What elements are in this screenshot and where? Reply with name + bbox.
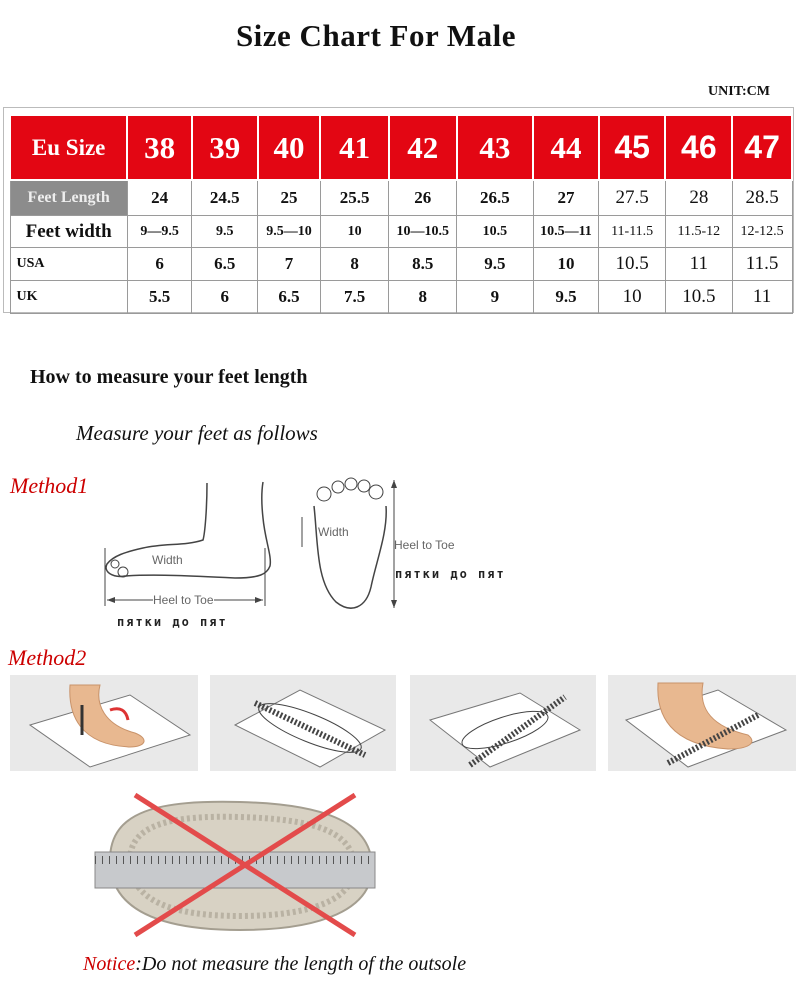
notice-text <box>83 953 466 976</box>
usa-size-cell: 9.5 <box>457 248 534 281</box>
feet-length-cell: 28 <box>665 180 732 216</box>
eu-size-cell: 40 <box>258 115 321 180</box>
feet-length-cell: 24 <box>127 180 192 216</box>
page-title: Size Chart For Male <box>235 18 517 53</box>
method2-step2-image <box>210 675 396 771</box>
uk-size-cell: 11 <box>732 281 792 314</box>
size-table <box>9 114 793 314</box>
usa-size-cell: 6 <box>127 248 192 281</box>
eu-size-cell: 46 <box>665 115 732 180</box>
eu-size-cell: 41 <box>320 115 389 180</box>
arrow-head-right <box>255 597 263 603</box>
heel-to-toe-label-top: Heel to Toe <box>394 538 455 552</box>
toe-icon <box>118 567 128 577</box>
toe-icon <box>332 481 344 493</box>
toe-icon <box>111 560 119 568</box>
notice-body: :Do not measure the length of the outsole <box>135 953 467 975</box>
usa-size-cell: 11 <box>665 248 732 281</box>
uk-size-cell: 7.5 <box>320 281 389 314</box>
feet-length-label: Feet Length <box>10 180 127 216</box>
toe-icon <box>358 480 370 492</box>
feet-width-cell: 10.5 <box>457 216 534 248</box>
uk-size-cell: 6.5 <box>258 281 321 314</box>
eu-size-cell: 39 <box>192 115 258 180</box>
paper-sheet <box>430 693 580 767</box>
feet-length-row <box>10 180 792 216</box>
usa-size-cell: 10.5 <box>599 248 666 281</box>
usa-size-cell: 8.5 <box>389 248 457 281</box>
uk-size-cell: 10 <box>599 281 666 314</box>
feet-length-cell: 25 <box>258 180 321 216</box>
uk-row <box>10 281 792 314</box>
usa-label: USA <box>10 248 127 281</box>
method2-label: Method2 <box>8 645 87 670</box>
feet-width-cell: 10 <box>320 216 389 248</box>
method1-label: Method1 <box>10 473 89 498</box>
feet-width-cell: 9.5—10 <box>258 216 321 248</box>
usa-size-cell: 11.5 <box>732 248 792 281</box>
feet-length-cell: 25.5 <box>320 180 389 216</box>
feet-width-cell: 10.5—11 <box>533 216 599 248</box>
toe-icon <box>345 478 357 490</box>
side-foot-outline <box>106 482 270 578</box>
eu-size-cell: 42 <box>389 115 457 180</box>
uk-size-cell: 10.5 <box>665 281 732 314</box>
uk-size-cell: 9.5 <box>533 281 599 314</box>
feet-width-cell: 11.5-12 <box>665 216 732 248</box>
feet-width-cell: 12-12.5 <box>732 216 792 248</box>
feet-width-cell: 9—9.5 <box>127 216 192 248</box>
notice-label: Notice <box>83 953 136 975</box>
unit-label: UNIT:CM <box>708 84 770 99</box>
feet-width-label: Feet width <box>10 216 127 248</box>
arrow-head-bottom <box>391 600 397 608</box>
usa-size-cell: 10 <box>533 248 599 281</box>
feet-width-cell: 10—10.5 <box>389 216 457 248</box>
size-table-frame <box>3 107 794 313</box>
eu-size-cell: 43 <box>457 115 534 180</box>
uk-label: UK <box>10 281 127 314</box>
measure-instruction: Measure your feet as follows <box>76 421 318 445</box>
usa-size-cell: 8 <box>320 248 389 281</box>
feet-width-cell: 11-11.5 <box>599 216 666 248</box>
eu-size-label: Eu Size <box>10 115 127 180</box>
feet-width-row <box>10 216 792 248</box>
feet-length-cell: 24.5 <box>192 180 258 216</box>
feet-length-cell: 26.5 <box>457 180 534 216</box>
feet-length-cell: 28.5 <box>732 180 792 216</box>
eu-size-row <box>10 115 792 180</box>
feet-length-cell: 27.5 <box>599 180 666 216</box>
eu-size-cell: 38 <box>127 115 192 180</box>
how-to-heading: How to measure your feet length <box>30 366 308 388</box>
feet-length-cell: 26 <box>389 180 457 216</box>
heel-to-toe-ru-side: пятки до пят <box>117 615 228 629</box>
eu-size-cell: 44 <box>533 115 599 180</box>
toe-icon <box>369 485 383 499</box>
method2-step4-image <box>608 675 796 771</box>
method2-step3-image <box>410 675 596 771</box>
top-foot-outline <box>314 506 386 608</box>
usa-row <box>10 248 792 281</box>
usa-size-cell: 6.5 <box>192 248 258 281</box>
feet-width-cell: 9.5 <box>192 216 258 248</box>
outsole-ruler-image <box>90 790 382 940</box>
width-label-side: Width <box>152 553 183 567</box>
heel-to-toe-label-side: Heel to Toe <box>153 593 214 607</box>
uk-size-cell: 9 <box>457 281 534 314</box>
toe-icon <box>317 487 331 501</box>
usa-size-cell: 7 <box>258 248 321 281</box>
uk-size-cell: 5.5 <box>127 281 192 314</box>
heel-to-toe-ru-top: пятки до пят <box>395 567 506 581</box>
uk-size-cell: 6 <box>192 281 258 314</box>
eu-size-cell: 47 <box>732 115 792 180</box>
width-label-top: Width <box>318 525 349 539</box>
method2-step1-image <box>10 675 198 771</box>
arrow-head-left <box>107 597 115 603</box>
arrow-head-top <box>391 480 397 488</box>
feet-length-cell: 27 <box>533 180 599 216</box>
eu-size-cell: 45 <box>599 115 666 180</box>
uk-size-cell: 8 <box>389 281 457 314</box>
